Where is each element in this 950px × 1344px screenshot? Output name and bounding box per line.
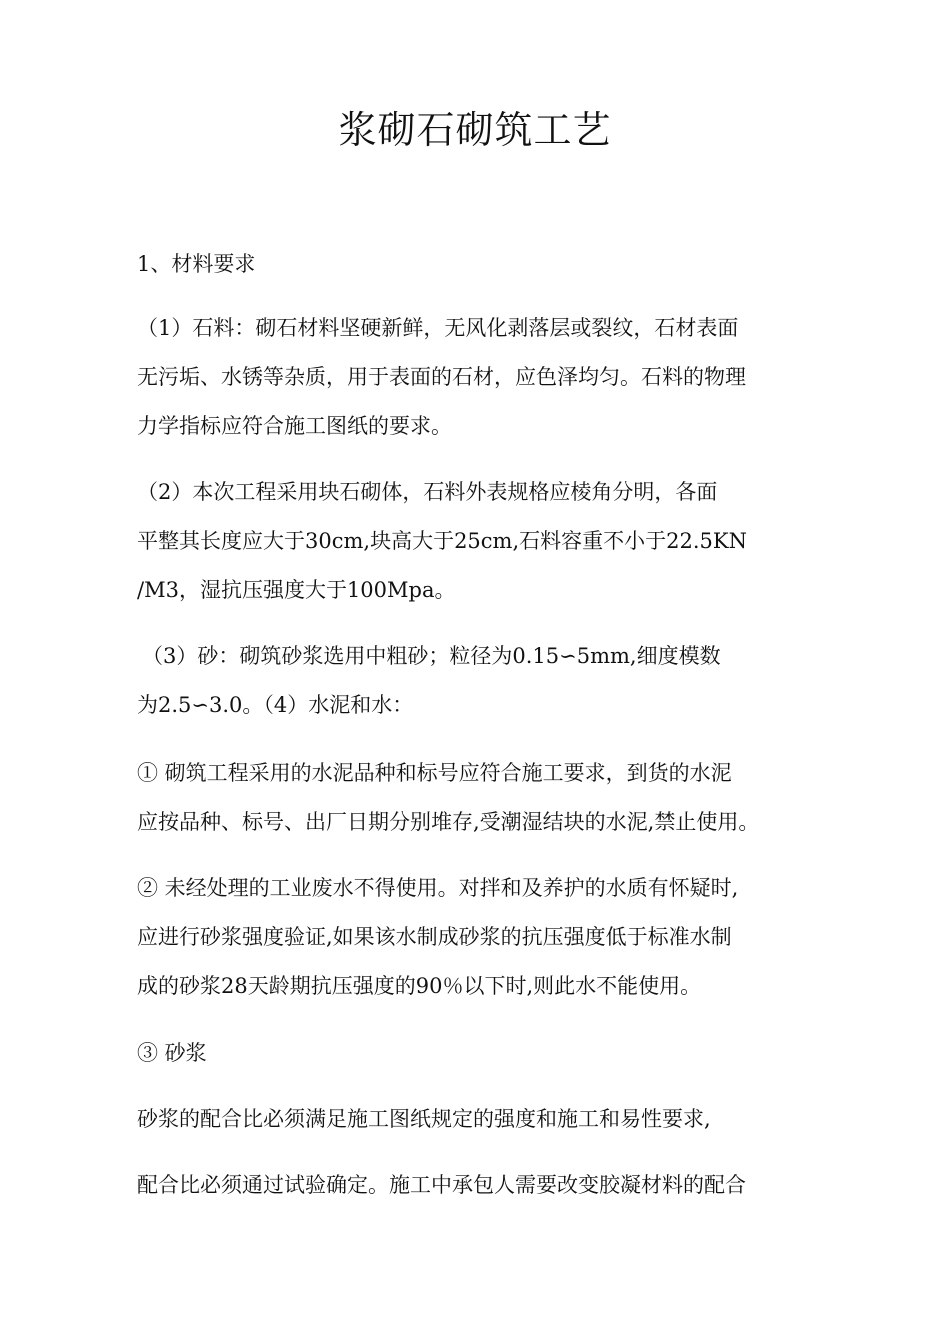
paragraph-line: 为2.5∽3.0。（4）水泥和水： [137, 693, 414, 717]
paragraph-line: （2）本次工程采用块石砌体，石料外表规格应棱角分明，各面 [137, 480, 718, 504]
paragraph-line: 成的砂浆28天龄期抗压强度的90％以下时,则此水不能使用。 [137, 974, 702, 998]
subsection-heading: ③ 砂浆 [137, 1041, 207, 1065]
paragraph-line: 砂浆的配合比必须满足施工图纸规定的强度和施工和易性要求, [137, 1107, 711, 1131]
paragraph-line: ① 砌筑工程采用的水泥品种和标号应符合施工要求，到货的水泥 [137, 761, 732, 785]
paragraph-line: 配合比必须通过试验确定。施工中承包人需要改变胶凝材料的配合 [137, 1173, 746, 1197]
paragraph-line: /M3，湿抗压强度大于100Mpa。 [137, 578, 456, 602]
section-heading: 1、材料要求 [137, 252, 256, 276]
paragraph-line: 无污垢、水锈等杂质，用于表面的石材，应色泽均匀。石料的物理 [137, 365, 746, 389]
paragraph-line: （1）石料：砌石材料坚硬新鲜，无风化剥落层或裂纹，石材表面 [137, 316, 739, 340]
paragraph-line: （3）砂：砌筑砂浆选用中粗砂；粒径为0.15∽5mm,细度模数 [142, 644, 721, 668]
paragraph-line: 应按品种、标号、出厂日期分别堆存,受潮湿结块的水泥,禁止使用。 [137, 810, 760, 834]
paragraph-line: 应进行砂浆强度验证,如果该水制成砂浆的抗压强度低于标准水制 [137, 925, 732, 949]
paragraph-line: 力学指标应符合施工图纸的要求。 [137, 414, 452, 438]
paragraph-line: 平整其长度应大于30cm,块高大于25cm,石料容重不小于22.5KN [137, 529, 747, 553]
paragraph-line: ② 未经处理的工业废水不得使用。对拌和及养护的水质有怀疑时, [137, 876, 739, 900]
document-title: 浆砌石砌筑工艺 [338, 108, 612, 152]
